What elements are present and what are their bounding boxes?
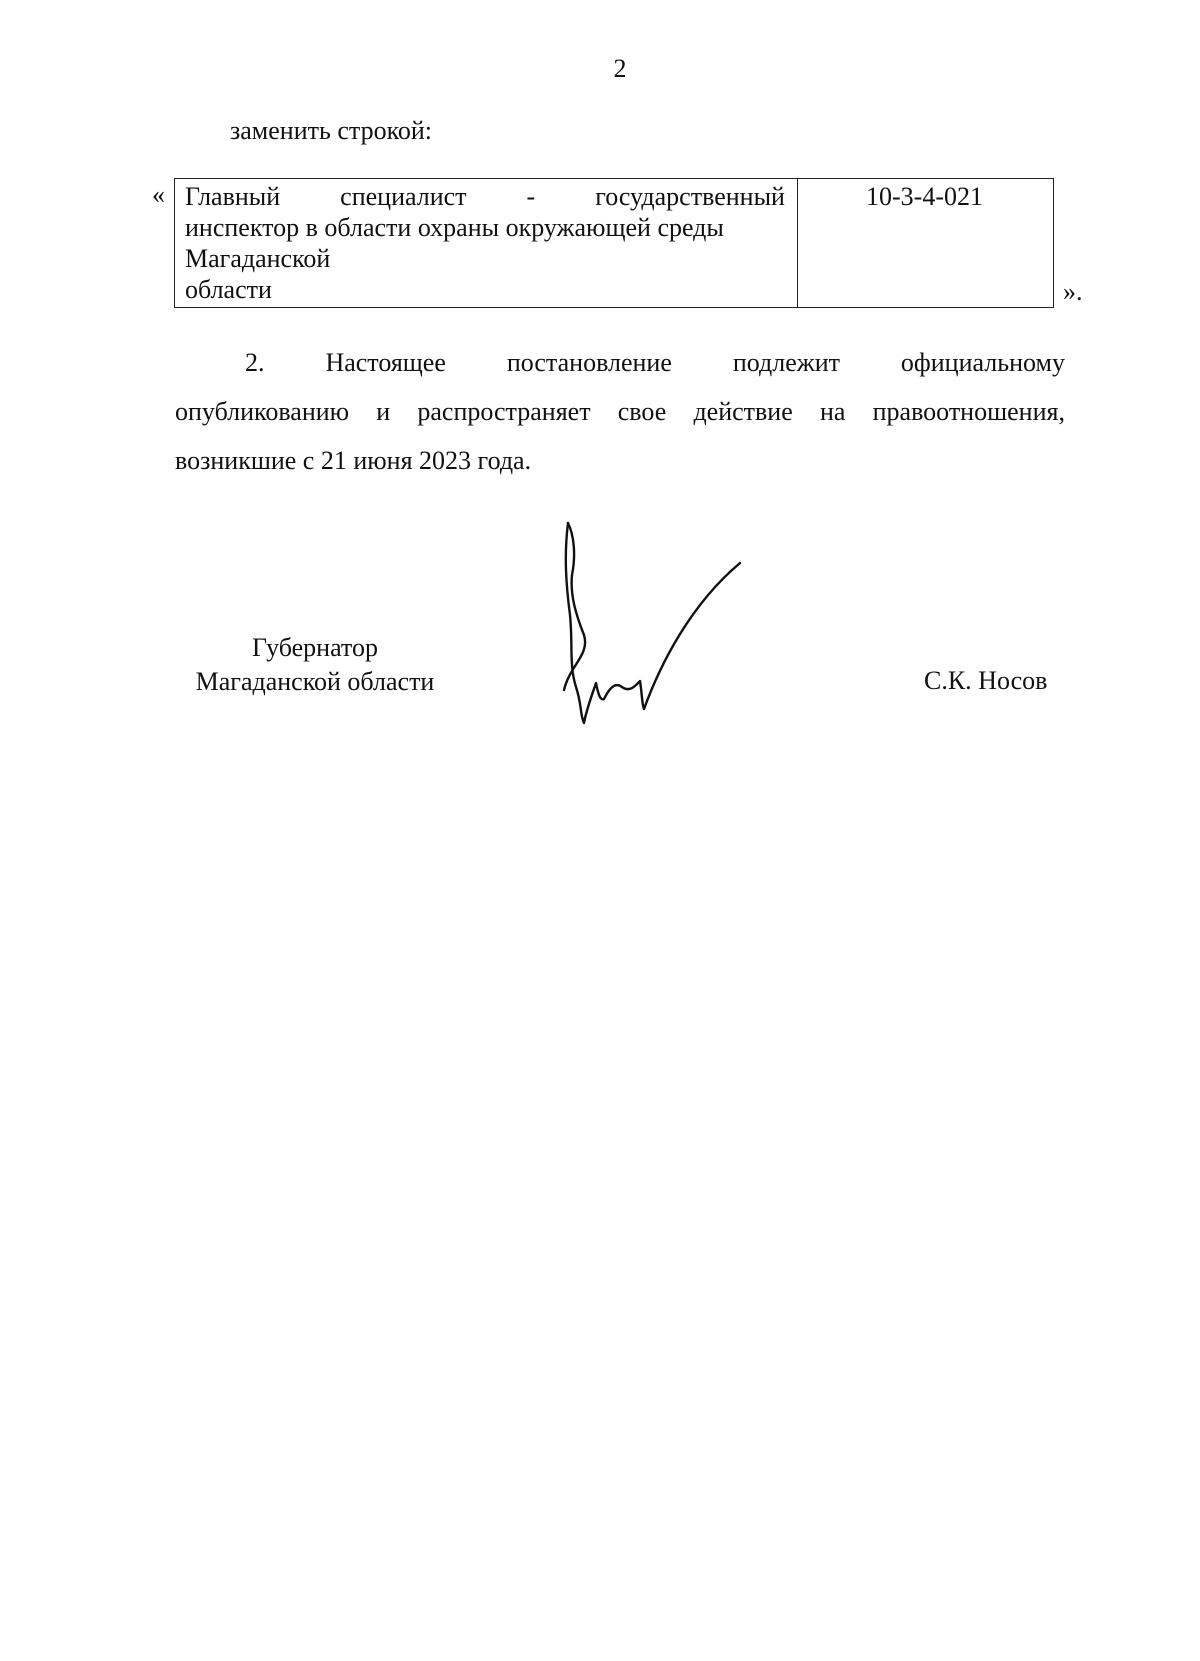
closing-quote: ». bbox=[1063, 277, 1083, 306]
title-word: государственный bbox=[595, 182, 785, 211]
paragraph-word: на bbox=[819, 397, 846, 426]
opening-quote: « bbox=[152, 180, 165, 209]
paragraph-word: Настоящее bbox=[325, 348, 446, 377]
paragraph-line-1 bbox=[175, 338, 1065, 387]
position-title-line-2: инспектор в области охраны окружающей среды bbox=[185, 213, 724, 242]
table-row bbox=[175, 179, 1054, 308]
handwritten-signature bbox=[540, 515, 780, 735]
replacement-row-table bbox=[174, 178, 1054, 308]
paragraph-number: 2. bbox=[245, 348, 265, 377]
paragraph-word: опубликованию bbox=[175, 397, 350, 426]
intro-text: заменить строкой: bbox=[230, 116, 433, 145]
position-code-cell: 10-3-4-021 bbox=[798, 179, 1054, 308]
paragraph-word: постановление bbox=[506, 348, 672, 377]
position-title-line-3: Магаданской bbox=[185, 244, 331, 273]
paragraph-line-2 bbox=[175, 387, 1065, 436]
paragraph-line-3: возникшие с 21 июня 2023 года. bbox=[175, 446, 532, 475]
signer-name: С.К. Носов bbox=[924, 666, 1048, 695]
paragraph-word: и bbox=[376, 397, 391, 426]
title-word: - bbox=[526, 182, 536, 211]
signer-position bbox=[170, 631, 460, 699]
paragraph-word: свое bbox=[617, 397, 667, 426]
signer-position-line-1: Губернатор bbox=[252, 633, 378, 662]
page-number: 2 bbox=[613, 54, 627, 83]
signer-position-line-2: Магаданской области bbox=[195, 667, 435, 696]
paragraph-word: подлежит bbox=[732, 348, 840, 377]
paragraph-word: официальному bbox=[900, 348, 1065, 377]
title-word: специалист bbox=[340, 182, 467, 211]
position-title-line-4: области bbox=[185, 275, 272, 304]
paragraph-2 bbox=[175, 338, 1065, 485]
title-word: Главный bbox=[185, 182, 281, 211]
position-title-line-1 bbox=[185, 181, 785, 212]
position-title-cell bbox=[175, 179, 798, 308]
paragraph-word: распространяет bbox=[417, 397, 591, 426]
paragraph-word: правоотношения, bbox=[872, 397, 1065, 426]
paragraph-word: действие bbox=[693, 397, 793, 426]
